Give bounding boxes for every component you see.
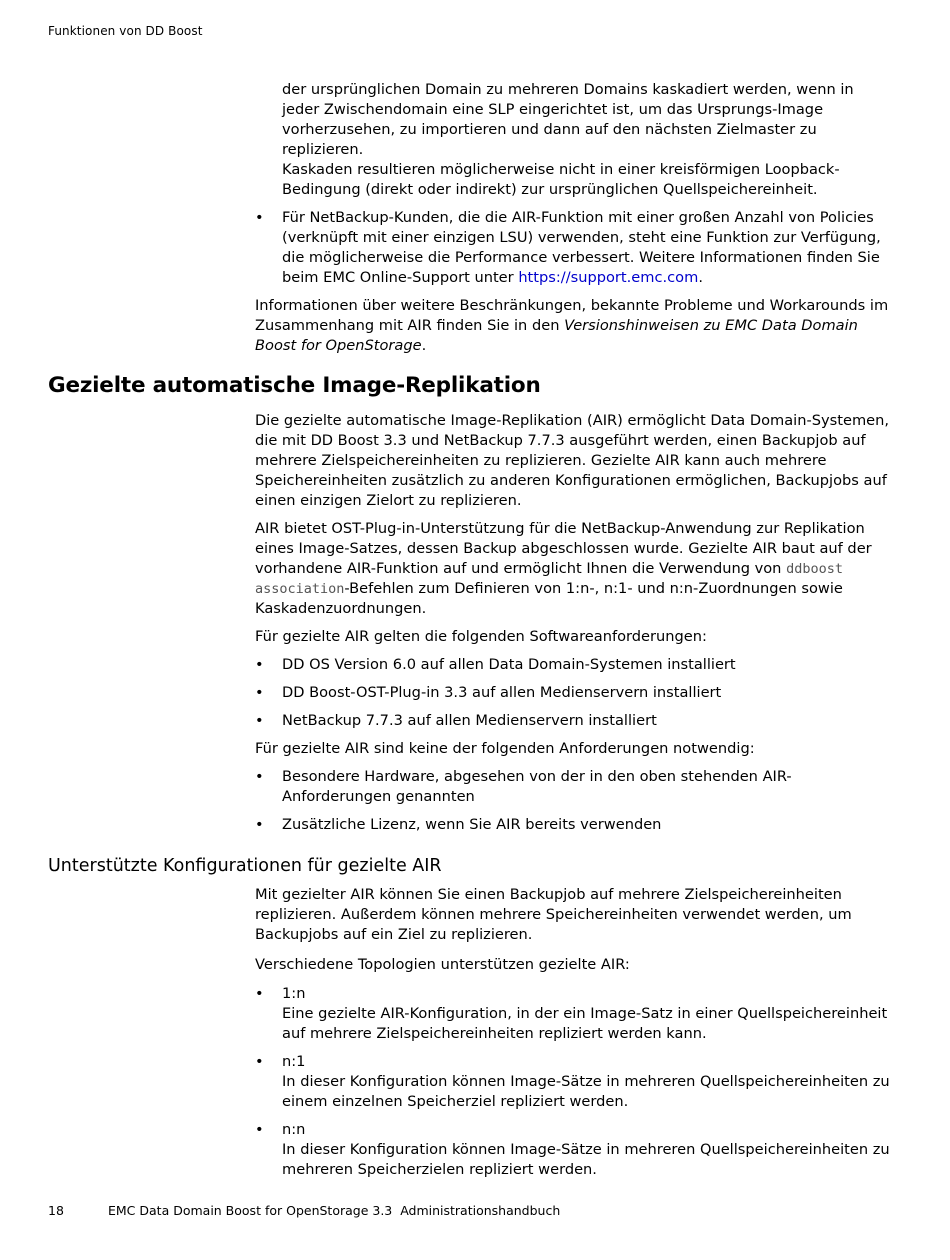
- topology-description: In dieser Konfiguration können Image-Sätze in mehreren Quellspeichereinheiten zu einem einzelnen Speicherziel repliziert werden.: [282, 1073, 890, 1110]
- section2-body: [255, 885, 890, 1180]
- not-required-text: Zusätzliche Lizenz, wenn Sie AIR bereits verwenden: [282, 816, 662, 833]
- info-end: .: [421, 337, 427, 354]
- requirement-text: DD OS Version 6.0 auf allen Data Domain-Systemen installiert: [282, 656, 736, 673]
- bullet-icon: •: [255, 712, 264, 729]
- section1-para1: Die gezielte automatische Image-Replikation (AIR) ermöglicht Data Domain-Systemen, die mit DD Boost 3.3 und NetBackup 7.7.3 ausgeführt werden, einen Backupjob auf mehrere Zielspeichereinheiten zu replizieren. Gezielte AIR kann auch mehrere Speichereinheiten zusätzlich zu anderen Konfigurationen ermöglichen, Backupjobs auf einen einzigen Zielort zu replizieren.: [255, 412, 890, 509]
- bullet-icon: •: [255, 1121, 264, 1138]
- support-link[interactable]: https://support.emc.com: [518, 269, 699, 286]
- list-item: [255, 655, 890, 675]
- topology-name: 1:n: [282, 985, 306, 1002]
- topologies-intro: Verschiedene Topologien unterstützen gezielte AIR:: [255, 956, 630, 973]
- bullet-icon: •: [255, 768, 264, 785]
- topology-name: n:1: [282, 1053, 306, 1070]
- period: .: [698, 269, 703, 286]
- bullet-icon: •: [255, 1053, 264, 1070]
- bullet-icon: •: [255, 816, 264, 833]
- subsection-heading-configurations: Unterstützte Konfigurationen für gezielte AIR: [48, 856, 442, 876]
- list-item: [255, 1052, 890, 1112]
- list-item: [255, 767, 890, 807]
- para2-start: AIR bietet OST-Plug-in-Unterstützung für die NetBackup-Anwendung zur Replikation eines Image-Satzes, dessen Backup abgeschlossen wurde. Gezielte AIR baut auf der vorhandene AIR-Funktion auf und ermöglicht Ihnen die Verwendung von: [255, 520, 872, 577]
- list-item: [255, 984, 890, 1044]
- not-required-text: Besondere Hardware, abgesehen von der in den oben stehenden AIR-Anforderungen genannten: [282, 768, 792, 805]
- section1-para2: [255, 519, 890, 619]
- para2-end: -Befehlen zum Definieren von 1:n-, n:1- und n:n-Zuordnungen sowie Kaskadenzuordnungen.: [255, 580, 843, 617]
- page-number: 18: [48, 1203, 64, 1218]
- bullet-icon: •: [255, 209, 264, 226]
- running-header: Funktionen von DD Boost: [48, 24, 203, 38]
- list-item: [255, 683, 890, 703]
- section1-body: [255, 411, 890, 835]
- release-notes-title: Versionshinweisen zu EMC Data Domain Boost for OpenStorage: [255, 317, 858, 354]
- continuation-text: der ursprünglichen Domain zu mehreren Domains kaskadiert werden, wenn in jeder Zwischendomain eine SLP eingerichtet ist, um das Ursprungs-Image vorherzusehen, zu importieren und dann auf den nächsten Zielmaster zu replizieren.: [282, 81, 854, 158]
- requirement-text: NetBackup 7.7.3 auf allen Medienservern installiert: [282, 712, 657, 729]
- ddboost-association-command: ddboost association: [255, 561, 843, 597]
- topology-description: Eine gezielte AIR-Konfiguration, in der ein Image-Satz in einer Quellspeichereinheit auf mehrere Zielspeichereinheiten repliziert werden kann.: [282, 1005, 888, 1042]
- footer-book-title: EMC Data Domain Boost for OpenStorage 3.3 Administrationshandbuch: [108, 1203, 561, 1218]
- bullet-netbackup-text: Für NetBackup-Kunden, die die AIR-Funktion mit einer großen Anzahl von Policies (verknüpft mit einer einzigen LSU) verwenden, steht eine Funktion zur Verfügung, die möglicherweise die Performance verbessert. Weitere Informationen finden Sie beim EMC Online-Support unter: [282, 209, 881, 286]
- info-paragraph: [255, 296, 890, 356]
- section-heading-targeted-air: Gezielte automatische Image-Replikation: [48, 373, 541, 398]
- not-required-intro: Für gezielte AIR sind keine der folgenden Anforderungen notwendig:: [255, 740, 755, 757]
- bullet-icon: •: [255, 985, 264, 1002]
- list-item: [255, 1120, 890, 1180]
- topology-name: n:n: [282, 1121, 306, 1138]
- list-item: [255, 711, 890, 731]
- requirement-text: DD Boost-OST-Plug-in 3.3 auf allen Medienservern installiert: [282, 684, 722, 701]
- intro-block: [255, 80, 890, 356]
- section2-para1: Mit gezielter AIR können Sie einen Backupjob auf mehrere Zielspeichereinheiten replizieren. Außerdem können mehrere Speichereinheiten verwendet werden, um Backupjobs auf ein Ziel zu replizieren.: [255, 886, 852, 943]
- topology-description: In dieser Konfiguration können Image-Sätze in mehreren Quellspeichereinheiten zu mehreren Speicherzielen repliziert werden.: [282, 1141, 890, 1178]
- bullet-icon: •: [255, 656, 264, 673]
- list-item: [255, 208, 890, 288]
- list-item: [255, 815, 890, 835]
- requirements-intro: Für gezielte AIR gelten die folgenden Softwareanforderungen:: [255, 628, 707, 645]
- cascade-note: Kaskaden resultieren möglicherweise nicht in einer kreisförmigen Loopback-Bedingung (direkt oder indirekt) zur ursprünglichen Quellspeichereinheit.: [282, 161, 840, 198]
- bullet-icon: •: [255, 684, 264, 701]
- info-text: Informationen über weitere Beschränkungen, bekannte Probleme und Workarounds im Zusammenhang mit AIR finden Sie in den: [255, 297, 889, 334]
